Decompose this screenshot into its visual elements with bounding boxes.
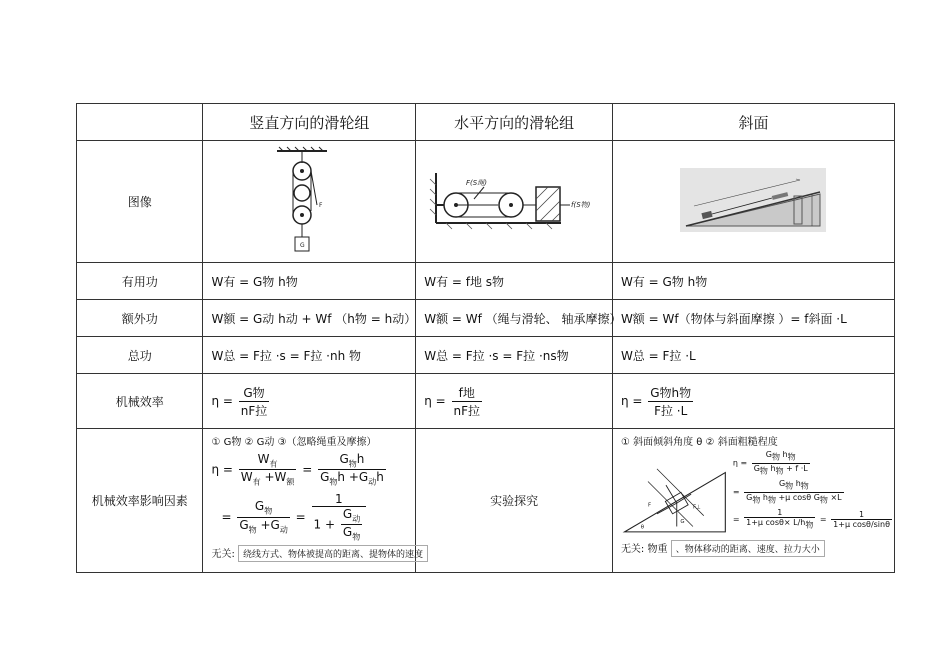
useful-horizontal: W有 = f地 s物	[416, 263, 613, 300]
header-empty	[77, 104, 203, 141]
vertical-pulley-diagram	[269, 145, 349, 255]
incline-force-diagram	[621, 450, 729, 540]
efficiency-incline-num: G物h物	[650, 385, 692, 400]
efficiency-incline: η = $\frac{\text{G物h物}}{\text{F拉 ·L}}$	[612, 374, 894, 429]
efficiency-vertical: η = $\frac{\text{G物}}{\text{nF拉}}$	[203, 374, 416, 429]
horizontal-force-label-2: f(S物)	[571, 201, 591, 209]
extra-work-row	[77, 300, 895, 337]
row-label-useful: 有用功	[77, 263, 203, 300]
row-label-extra: 额外功	[77, 300, 203, 337]
useful-vertical: W有 = G物 h物	[203, 263, 416, 300]
incline-photo	[680, 168, 826, 232]
header-row	[77, 104, 895, 141]
svg-text:θ: θ	[640, 524, 645, 531]
efficiency-incline-fraction	[648, 384, 693, 419]
total-horizontal: W总 = F拉 ·s = F拉 ·ns物	[416, 337, 613, 374]
factors-incline-title: ① 斜面倾斜角度 θ ② 斜面粗糙程度	[620, 437, 778, 448]
header-incline: 斜面	[612, 104, 894, 141]
vertical-pulley-figure	[203, 141, 416, 263]
incline-efficiency-formulas: η = $\frac{G_物 h_物}{G_物 h_物 + f \cdot L}$ = $\frac{G_物 h_物}{G_物 h_物 +\mu \cos\theta G_物 \times L}$ = $\frac{1}{1+\mu \cos\theta\times L/h_物}$ = $\frac{1}{\text{1+μ cosθ/sinθ}}$	[732, 450, 890, 530]
factors-vertical-none-box: 绕线方式、物体被提高的距离、提物体的速度	[238, 545, 428, 562]
efficiency-vertical-num: G物	[239, 384, 270, 402]
extra-horizontal: W额 = Wf （绳与滑轮、 轴承摩擦）	[416, 300, 613, 337]
efficiency-horizontal: η = $\frac{\text{f地}}{\text{nF拉}}$	[416, 374, 613, 429]
efficiency-vertical-fraction	[239, 384, 270, 419]
efficiency-vertical-den: nF拉	[240, 403, 268, 418]
image-row	[77, 141, 895, 263]
factors-vertical-formula2: = $\frac{G_物}{G_物 +G_动}$ = 1 1 + $\frac{G_动}{G_物}$	[211, 492, 415, 543]
incline-figure	[612, 141, 894, 263]
row-label-efficiency: 机械效率	[77, 374, 203, 429]
factors-incline-none: 无关: 物重 、物体移动的距离、速度、拉力大小	[621, 540, 894, 557]
pulley-weight-label: G	[300, 242, 305, 249]
header-horizontal: 水平方向的滑轮组	[416, 104, 613, 141]
useful-incline: W有 = G物 h物	[612, 263, 894, 300]
factors-incline-none-box: 、物体移动的距离、速度、拉力大小	[671, 540, 825, 557]
efficiency-incline-den: F拉 ·L	[654, 403, 688, 418]
svg-text:G: G	[680, 518, 685, 525]
factors-row	[77, 429, 895, 573]
efficiency-horizontal-den: nF拉	[453, 403, 481, 418]
total-work-row	[77, 337, 895, 374]
factors-vertical	[203, 429, 424, 573]
efficiency-row	[77, 374, 895, 429]
header-vertical: 竖直方向的滑轮组	[203, 104, 416, 141]
pulley-force-label: F	[319, 202, 323, 209]
total-incline: W总 = F拉 ·L	[612, 337, 894, 374]
comparison-table	[76, 103, 895, 573]
row-label-total: 总功	[77, 337, 203, 374]
factors-vertical-none: 无关: 绕线方式、物体被提高的距离、提物体的速度	[211, 545, 415, 562]
row-label-image: 图像	[77, 141, 203, 263]
svg-text:F⊥: F⊥	[692, 504, 701, 511]
svg-text:F: F	[647, 502, 652, 509]
horizontal-pulley-figure	[416, 141, 613, 263]
horizontal-force-label-1: F(S绳)	[466, 179, 488, 187]
useful-work-row	[77, 263, 895, 300]
row-label-factors: 机械效率影响因素	[77, 429, 203, 573]
total-vertical: W总 = F拉 ·s = F拉 ·nh 物	[203, 337, 416, 374]
efficiency-horizontal-num: f地	[452, 384, 483, 402]
extra-incline: W额 = Wf（物体与斜面摩擦 ）= f斜面 ·L	[612, 300, 894, 337]
factors-horizontal: 实验探究	[416, 429, 613, 573]
horizontal-pulley-diagram	[426, 165, 602, 235]
extra-vertical: W额 = G动 h动 + Wf （h物 = h动）	[203, 300, 416, 337]
efficiency-horizontal-fraction	[452, 384, 483, 419]
factors-vertical-formula1: η = $\frac{W_有}{W_有 +W_额}$ = $\frac{G_物h}{G_物h +G_动h}$	[211, 452, 384, 487]
factors-incline	[612, 429, 894, 573]
factors-vertical-title: ① G物 ② G动 ③（忽略绳重及摩擦）	[211, 437, 377, 448]
